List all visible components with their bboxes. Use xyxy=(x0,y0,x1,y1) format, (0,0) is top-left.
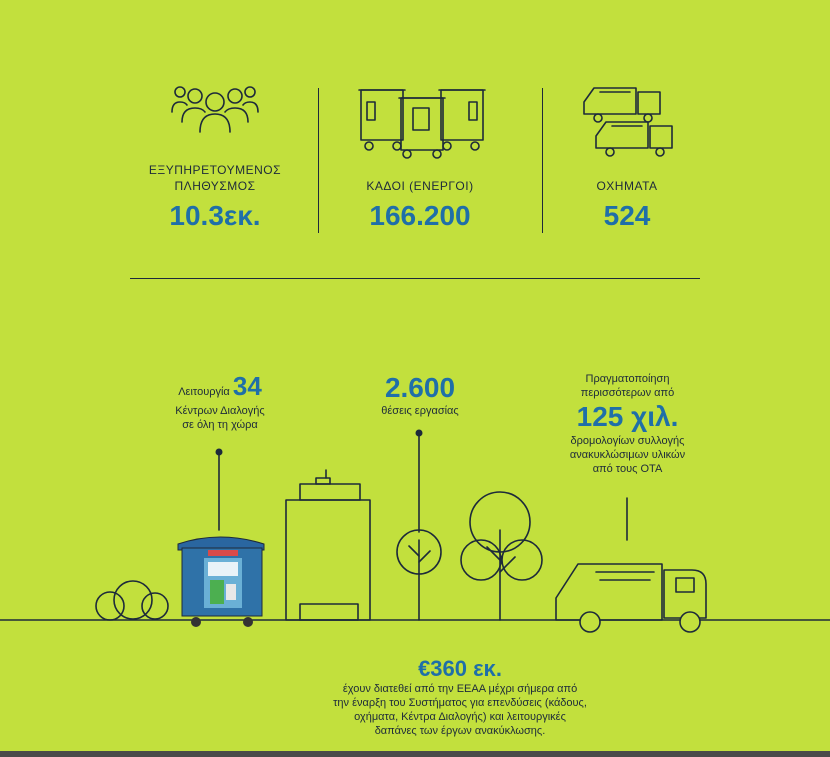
sorting-centers-line2: Κέντρων Διαλογής xyxy=(175,405,265,417)
bushes xyxy=(96,581,168,620)
routes-line5: από τους ΟΤΑ xyxy=(592,463,663,475)
garbage-truck xyxy=(556,564,706,632)
bottom-bar xyxy=(0,751,830,757)
population-label: ΕΞΥΠΗΡΕΤΟΥΜΕΝΟΣ ΠΛΗΘΥΣΜΟΣ xyxy=(148,163,282,193)
routes-number: 125 χιλ. xyxy=(576,401,679,432)
population-value: 10.3εκ. xyxy=(169,200,261,231)
routes-line2: περισσότερων από xyxy=(580,387,675,399)
vehicles-label: ΟΧΗΜΑΤΑ xyxy=(596,179,658,193)
jobs-pointer-dot xyxy=(416,430,423,437)
bins-label: ΚΑΔΟΙ (ΕΝΕΡΓΟΙ) xyxy=(366,179,474,193)
routes-line4: ανακυκλώσιμων υλικών xyxy=(569,449,686,461)
investment-line4: δαπάνες των έργων ανακύκλωσης. xyxy=(374,725,546,737)
routes-line3: δρομολογίων συλλογής xyxy=(570,435,685,447)
sorting-centers-prefix: Λειτουργία xyxy=(178,386,230,398)
vehicles-value: 524 xyxy=(603,200,651,231)
investment-line2: την έναρξη του Συστήματος για επενδύσεις (κάδους, xyxy=(333,697,587,709)
jobs-label: θέσεις εργασίας xyxy=(381,405,459,417)
investment-line1: έχουν διατεθεί από την ΕΕΑΑ μέχρι σήμερα από xyxy=(342,683,578,695)
investment-line3: οχήματα, Κέντρα Διαλογής) και λειτουργικές xyxy=(354,711,566,723)
investment-callout xyxy=(310,656,610,738)
sorting-centers-number: 34 xyxy=(232,371,262,401)
small-tree xyxy=(397,530,441,620)
big-tree xyxy=(461,492,542,620)
routes-line1: Πραγματοποίηση xyxy=(585,373,670,385)
investment-number: €360 εκ. xyxy=(418,656,502,681)
sorting-centers-line3: σε όλη τη χώρα xyxy=(182,419,258,431)
bin-pointer-dot xyxy=(216,449,223,456)
building xyxy=(286,470,370,620)
jobs-number: 2.600 xyxy=(384,372,456,403)
recycling-bin xyxy=(178,537,264,627)
bins-value: 166.200 xyxy=(369,200,471,231)
